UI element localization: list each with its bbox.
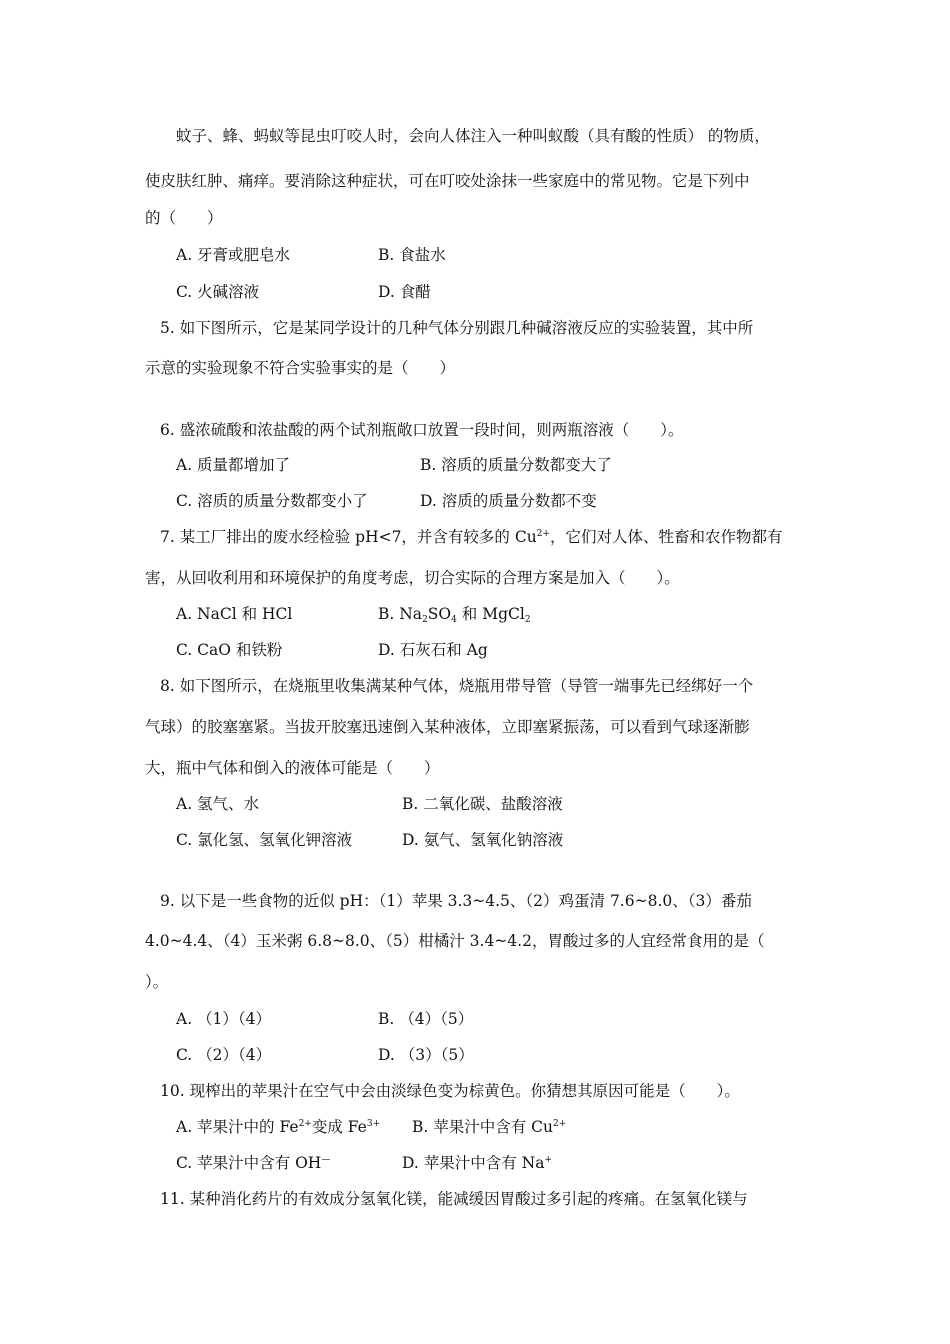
q7-line-1: [160, 527, 783, 547]
q8-line-3: 大，瓶中气体和倒入的液体可能是（ ）: [145, 759, 440, 777]
q8-option-c: C. 氯化氢、氢氧化钾溶液: [176, 831, 353, 849]
intro-option-d: D. 食醋: [378, 283, 431, 301]
intro-line-2: 使皮肤红肿、痛痒。要消除这种症状，可在叮咬处涂抹一些家庭中的常见物。它是下列中: [145, 172, 750, 190]
q8-line-2: 气球）的胶塞塞紧。当拔开胶塞迅速倒入某种液体，立即塞紧振荡，可以看到气球逐渐膨: [145, 718, 750, 736]
q10-option-d-charge: +: [544, 1155, 553, 1165]
q7-line-1-text-b: ，它们对人体、牲畜和农作物都有: [549, 528, 783, 546]
q6-option-b: B. 溶质的质量分数都变大了: [420, 456, 612, 474]
q6-option-a: A. 质量都增加了: [176, 456, 291, 474]
q8-line-1: 8. 如下图所示，在烧瓶里收集满某种气体，烧瓶用带导管（导管一端事先已经绑好一个: [160, 677, 754, 695]
q5-line-2: 示意的实验现象不符合实验事实的是（ ）: [145, 359, 456, 377]
q9-option-b: B. （4）（5）: [378, 1010, 474, 1028]
q10-option-b-text: B. 苹果汁中含有 Cu: [412, 1118, 554, 1136]
q10-option-c-charge: —: [321, 1155, 331, 1165]
q7-option-b-mid-2: 和 MgCl: [456, 605, 525, 623]
q8-option-d: D. 氨气、氢氧化钠溶液: [402, 831, 564, 849]
q9-line-3: ）。: [145, 973, 169, 991]
q9-option-a: A. （1）（4）: [176, 1010, 272, 1028]
q10-option-a-charge-2: 3+: [366, 1119, 381, 1129]
q10-option-d: [402, 1153, 552, 1173]
q10-option-b: [412, 1117, 566, 1137]
q7-option-b-sub-1: 2: [422, 615, 428, 625]
q7-option-b-sub-2: 4: [451, 615, 457, 625]
q10-option-a-text-2: 变成 Fe: [311, 1118, 367, 1136]
q9-line-2: 4.0~4.4、（4）玉米粥 6.8~8.0、（5）柑橘汁 3.4~4.2，胃酸过多的人宜经常食用的是（: [145, 932, 765, 950]
q10-line-1: 10. 现榨出的苹果汁在空气中会由淡绿色变为棕黄色。你猜想其原因可能是（ ）。: [160, 1082, 740, 1100]
intro-option-c: C. 火碱溶液: [176, 283, 260, 301]
q7-line-2: 害，从回收利用和环境保护的角度考虑，切合实际的合理方案是加入（ ）。: [145, 569, 680, 587]
q7-option-c: C. CaO 和铁粉: [176, 641, 283, 659]
q7-option-d: D. 石灰石和 Ag: [378, 641, 488, 659]
intro-line-3: 的（ ）: [145, 209, 223, 227]
q11-line-1: 11. 某种消化药片的有效成分氢氧化镁，能减缓因胃酸过多引起的疼痛。在氢氧化镁与: [160, 1190, 748, 1208]
q10-option-c: [176, 1153, 330, 1173]
q10-option-c-text: C. 苹果汁中含有 OH: [176, 1154, 322, 1172]
q7-option-b: [378, 604, 531, 624]
q6-line-1: 6. 盛浓硫酸和浓盐酸的两个试剂瓶敞口放置一段时间，则两瓶溶液（ ）。: [160, 421, 684, 439]
q7-line-1-text-a: 7. 某工厂排出的废水经检验 pH<7，并含有较多的 Cu: [160, 528, 537, 546]
q10-option-b-charge: 2+: [553, 1119, 567, 1129]
q10-option-a-charge-1: 2+: [298, 1119, 312, 1129]
q7-option-a: A. NaCl 和 HCl: [176, 605, 293, 623]
q8-option-a: A. 氢气、水: [176, 795, 260, 813]
q7-cu-charge: 2+: [536, 529, 550, 539]
q10-option-a: [176, 1117, 380, 1137]
intro-line-1: 蚊子、蜂、蚂蚁等昆虫叮咬人时，会向人体注入一种叫蚁酸（具有酸的性质） 的物质，: [176, 127, 770, 145]
q10-option-a-text-1: A. 苹果汁中的 Fe: [176, 1118, 299, 1136]
q9-option-c: C. （2）（4）: [176, 1046, 272, 1064]
q5-line-1: 5. 如下图所示，它是某同学设计的几种气体分别跟几种碱溶液反应的实验装置，其中所: [160, 319, 754, 337]
intro-option-a: A. 牙膏或肥皂水: [176, 246, 291, 264]
q7-option-b-sub-3: 2: [524, 615, 531, 625]
q8-option-b: B. 二氧化碳、盐酸溶液: [402, 795, 563, 813]
intro-option-b: B. 食盐水: [378, 246, 446, 264]
q6-option-d: D. 溶质的质量分数都不变: [420, 492, 597, 510]
q9-line-1: 9. 以下是一些食物的近似 pH：（1）苹果 3.3~4.5、（2）鸡蛋清 7.6~8.0、（3）番茄: [160, 892, 752, 910]
q7-option-b-prefix: B. Na: [378, 605, 423, 623]
q9-option-d: D. （3）（5）: [378, 1046, 474, 1064]
q6-option-c: C. 溶质的质量分数都变小了: [176, 492, 368, 510]
q7-option-b-mid: SO: [427, 605, 452, 623]
q10-option-d-text: D. 苹果汁中含有 Na: [402, 1154, 545, 1172]
